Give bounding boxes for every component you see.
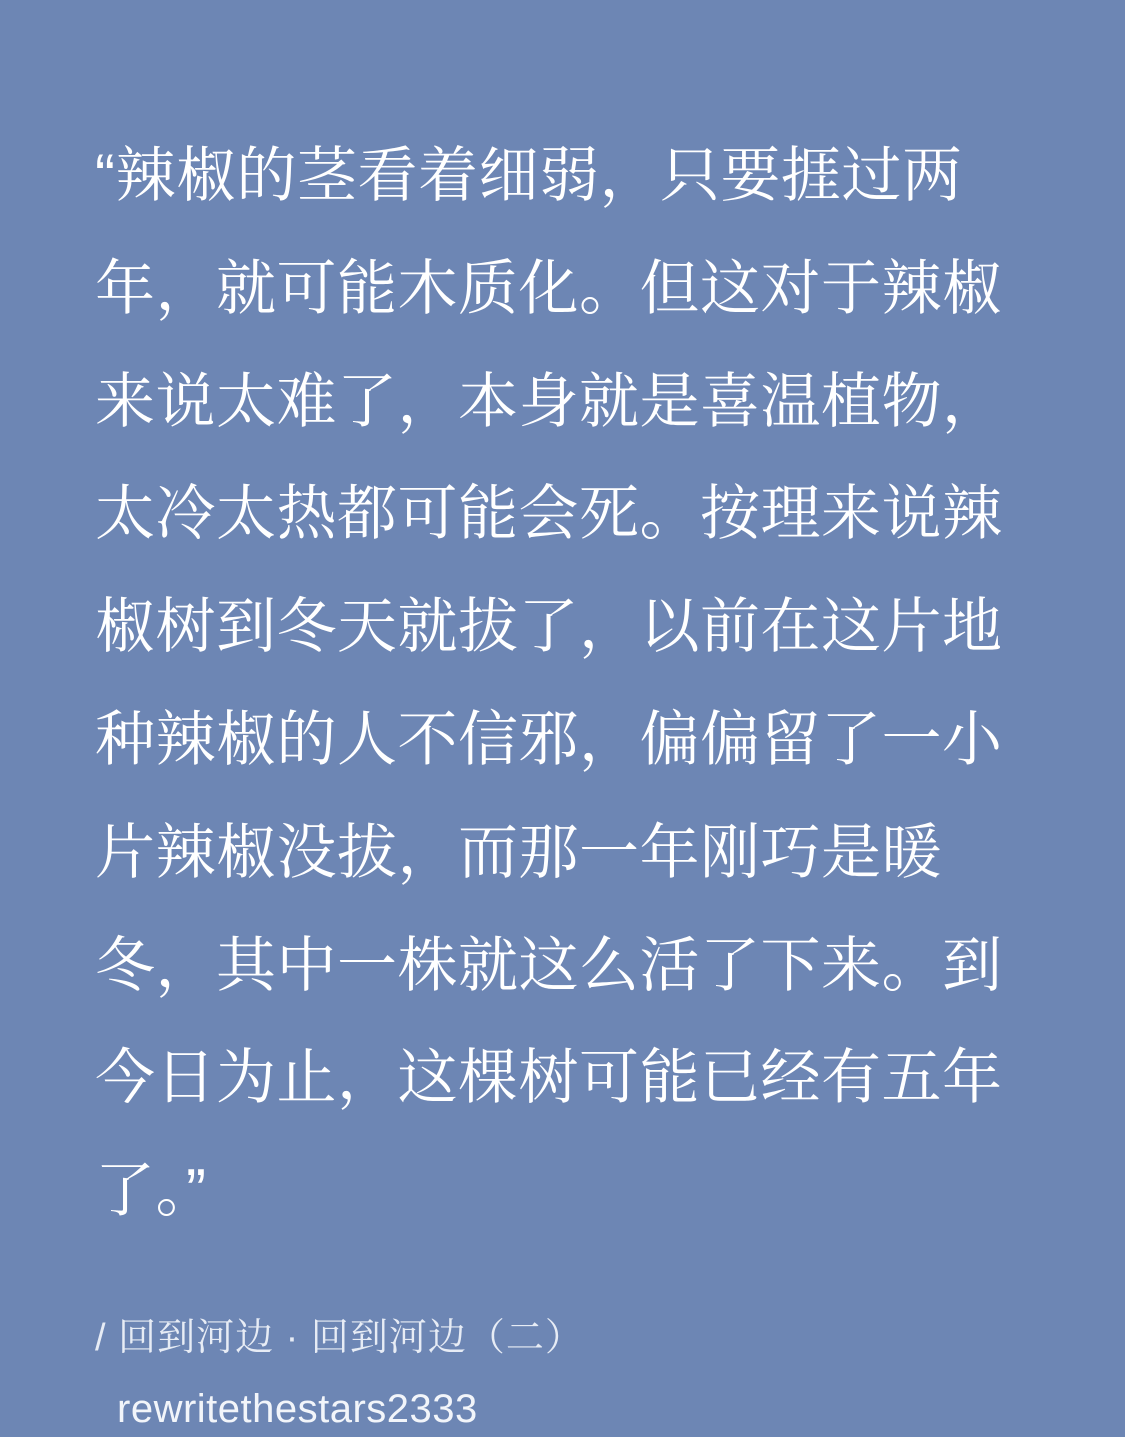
quote-author: rewritethestars2333 <box>117 1386 478 1431</box>
quote-source: / 回到河边 · 回到河边（二） <box>95 1316 584 1359</box>
quote-text: “辣椒的茎看着细弱，只要捱过两年，就可能木质化。但这对于辣椒来说太难了，本身就是喜温植物，太冷太热都可能会死。按理来说辣椒树到冬天就拔了，以前在这片地种辣椒的人不信邪，偏偏留了一小片辣椒没拔，而那一年刚巧是暖冬，其中一株就这么活了下来。到今日为止，这棵树可能已经有五年了。” <box>95 142 1003 1225</box>
